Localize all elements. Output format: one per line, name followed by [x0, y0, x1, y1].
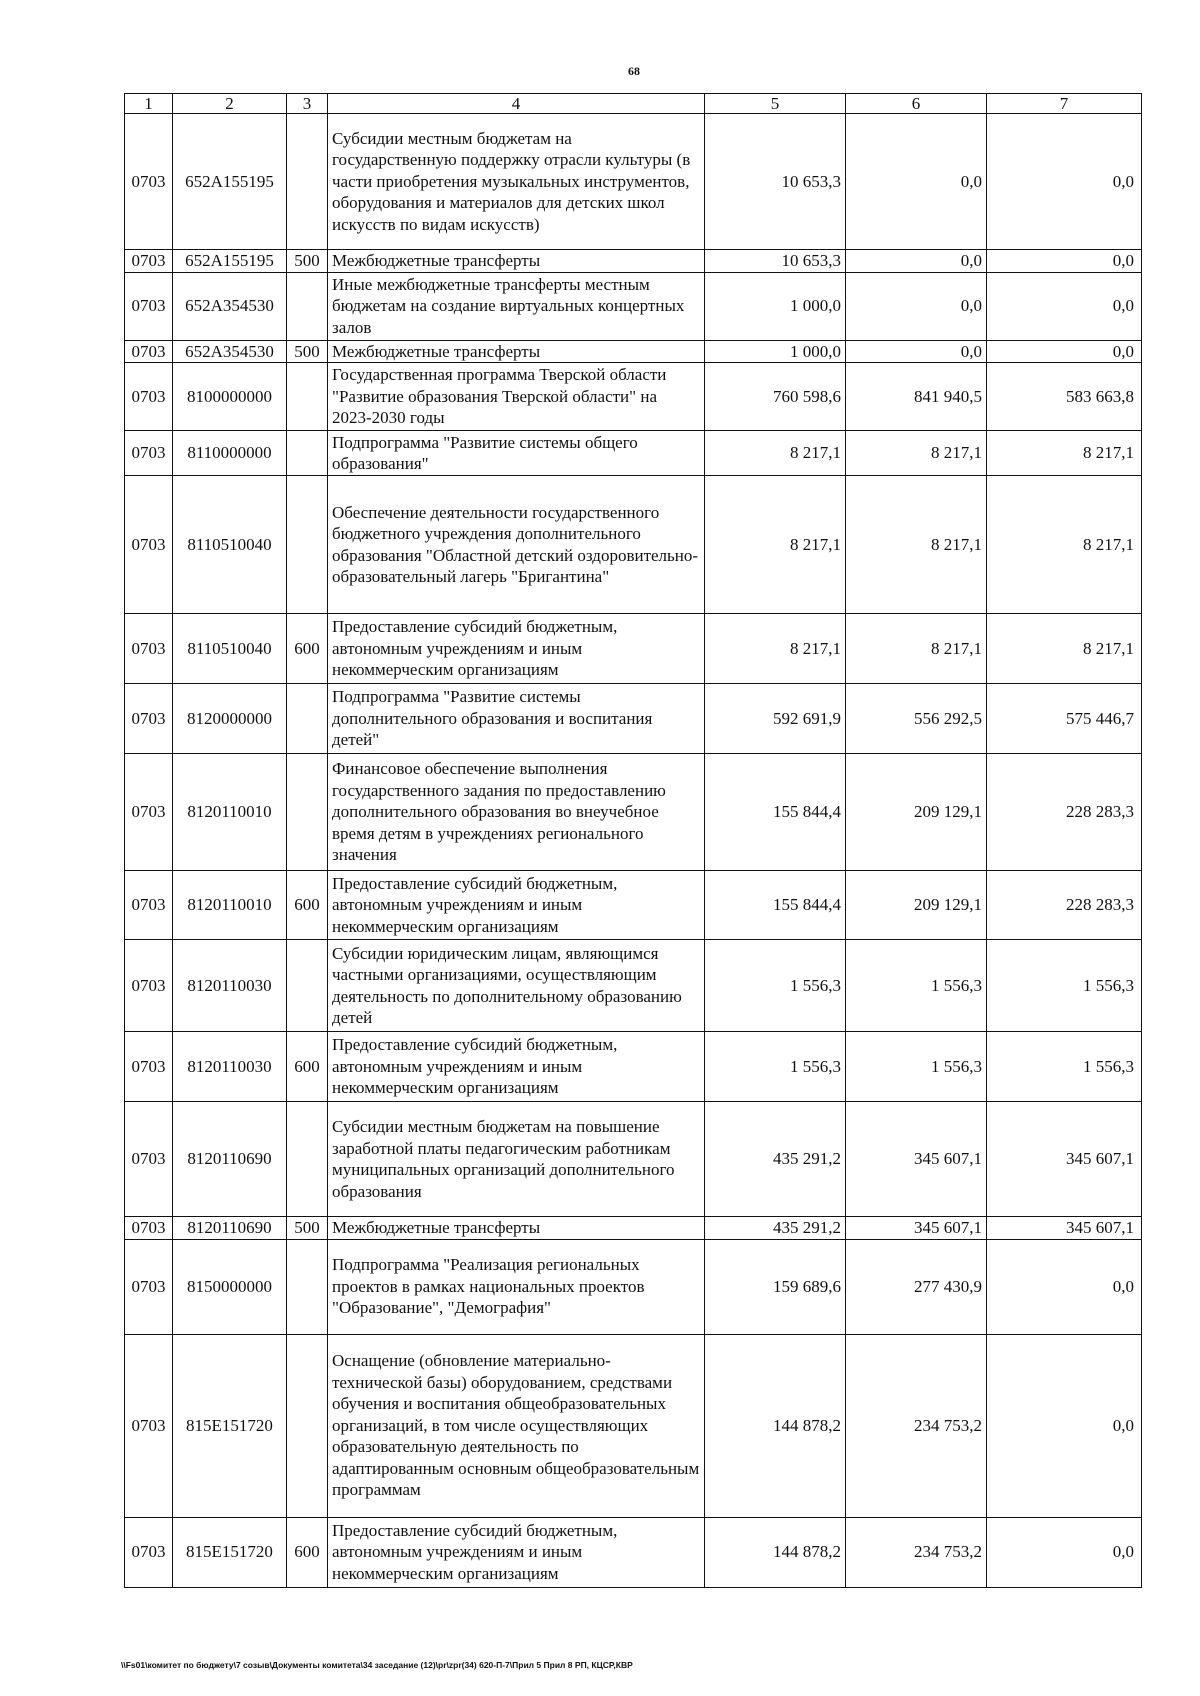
value-col-5: 1 556,3 — [705, 940, 846, 1032]
expense-kind — [287, 431, 328, 476]
article-code: 8110000000 — [173, 431, 287, 476]
value-col-5: 1 000,0 — [705, 340, 846, 363]
value-col-5: 8 217,1 — [705, 431, 846, 476]
header-col-7: 7 — [987, 94, 1142, 114]
section-code: 0703 — [125, 250, 173, 273]
expense-kind — [287, 363, 328, 431]
value-col-5: 155 844,4 — [705, 754, 846, 871]
expense-kind: 600 — [287, 871, 328, 940]
article-code: 8120110010 — [173, 871, 287, 940]
expense-kind — [287, 754, 328, 871]
article-code: 8120110690 — [173, 1102, 287, 1217]
value-col-7: 228 283,3 — [987, 754, 1142, 871]
value-col-7: 0,0 — [987, 340, 1142, 363]
table-row — [125, 614, 1142, 684]
expense-kind — [287, 1239, 328, 1334]
section-code: 0703 — [125, 614, 173, 684]
header-col-6: 6 — [846, 94, 987, 114]
article-code: 652A354530 — [173, 272, 287, 340]
table-row — [125, 1032, 1142, 1102]
table-row — [125, 340, 1142, 363]
table-row — [125, 1217, 1142, 1240]
value-col-6: 1 556,3 — [846, 1032, 987, 1102]
value-col-7: 575 446,7 — [987, 684, 1142, 754]
item-name: Межбюджетные трансферты — [328, 340, 705, 363]
value-col-5: 760 598,6 — [705, 363, 846, 431]
value-col-6: 277 430,9 — [846, 1239, 987, 1334]
expense-kind — [287, 1102, 328, 1217]
expense-kind: 600 — [287, 1517, 328, 1587]
section-code: 0703 — [125, 1217, 173, 1240]
item-name: Подпрограмма "Развитие системы дополнительного образования и воспитания детей" — [328, 684, 705, 754]
section-code: 0703 — [125, 754, 173, 871]
item-name: Субсидии местным бюджетам на повышение заработной платы педагогическим работникам муниципальных организаций дополнительного образования — [328, 1102, 705, 1217]
table-row — [125, 1102, 1142, 1217]
article-code: 8100000000 — [173, 363, 287, 431]
section-code: 0703 — [125, 431, 173, 476]
value-col-5: 592 691,9 — [705, 684, 846, 754]
value-col-7: 1 556,3 — [987, 1032, 1142, 1102]
header-col-4: 4 — [328, 94, 705, 114]
article-code: 652A354530 — [173, 340, 287, 363]
value-col-7: 345 607,1 — [987, 1102, 1142, 1217]
article-code: 815E151720 — [173, 1334, 287, 1517]
table-row — [125, 1334, 1142, 1517]
expense-kind: 600 — [287, 1032, 328, 1102]
item-name: Государственная программа Тверской области "Развитие образования Тверской области" на 2023-2030 годы — [328, 363, 705, 431]
value-col-7: 0,0 — [987, 272, 1142, 340]
value-col-5: 435 291,2 — [705, 1217, 846, 1240]
expense-kind — [287, 272, 328, 340]
section-code: 0703 — [125, 476, 173, 614]
page-number: 68 — [628, 64, 640, 78]
table-row — [125, 431, 1142, 476]
section-code: 0703 — [125, 272, 173, 340]
article-code: 8120110690 — [173, 1217, 287, 1240]
value-col-7: 1 556,3 — [987, 940, 1142, 1032]
table-row — [125, 272, 1142, 340]
table-row — [125, 1517, 1142, 1587]
value-col-6: 841 940,5 — [846, 363, 987, 431]
value-col-6: 8 217,1 — [846, 614, 987, 684]
expense-kind: 600 — [287, 614, 328, 684]
value-col-7: 0,0 — [987, 1239, 1142, 1334]
article-code: 652A155195 — [173, 250, 287, 273]
value-col-5: 435 291,2 — [705, 1102, 846, 1217]
expense-kind — [287, 940, 328, 1032]
section-code: 0703 — [125, 1517, 173, 1587]
item-name: Подпрограмма "Реализация региональных проектов в рамках национальных проектов "Образование", "Демография" — [328, 1239, 705, 1334]
value-col-6: 345 607,1 — [846, 1102, 987, 1217]
section-code: 0703 — [125, 340, 173, 363]
section-code: 0703 — [125, 114, 173, 250]
item-name: Подпрограмма "Развитие системы общего образования" — [328, 431, 705, 476]
article-code: 8120110030 — [173, 1032, 287, 1102]
table-row — [125, 114, 1142, 250]
table-row — [125, 1239, 1142, 1334]
value-col-6: 0,0 — [846, 272, 987, 340]
value-col-7: 0,0 — [987, 1517, 1142, 1587]
value-col-6: 1 556,3 — [846, 940, 987, 1032]
expense-kind — [287, 684, 328, 754]
section-code: 0703 — [125, 940, 173, 1032]
value-col-6: 209 129,1 — [846, 754, 987, 871]
expense-kind — [287, 476, 328, 614]
value-col-7: 583 663,8 — [987, 363, 1142, 431]
value-col-7: 345 607,1 — [987, 1217, 1142, 1240]
value-col-6: 556 292,5 — [846, 684, 987, 754]
value-col-6: 345 607,1 — [846, 1217, 987, 1240]
item-name: Субсидии юридическим лицам, являющимся частными организациями, осуществляющим деятельность по дополнительному образованию детей — [328, 940, 705, 1032]
table-row — [125, 684, 1142, 754]
value-col-7: 8 217,1 — [987, 431, 1142, 476]
table-row — [125, 476, 1142, 614]
value-col-5: 10 653,3 — [705, 250, 846, 273]
item-name: Оснащение (обновление материально-технической базы) оборудованием, средствами обучения и воспитания общеобразовательных организаций, в том числе осуществляющих образовательную деятельность по адаптированным основным общеобразовательным программам — [328, 1334, 705, 1517]
article-code: 8110510040 — [173, 476, 287, 614]
article-code: 8120110030 — [173, 940, 287, 1032]
section-code: 0703 — [125, 684, 173, 754]
value-col-6: 8 217,1 — [846, 431, 987, 476]
value-col-5: 155 844,4 — [705, 871, 846, 940]
value-col-5: 159 689,6 — [705, 1239, 846, 1334]
value-col-5: 8 217,1 — [705, 476, 846, 614]
article-code: 8120000000 — [173, 684, 287, 754]
header-row — [125, 94, 1142, 114]
value-col-6: 209 129,1 — [846, 871, 987, 940]
value-col-5: 1 556,3 — [705, 1032, 846, 1102]
expense-kind — [287, 114, 328, 250]
table-row — [125, 363, 1142, 431]
value-col-7: 0,0 — [987, 250, 1142, 273]
value-col-5: 144 878,2 — [705, 1334, 846, 1517]
expense-kind — [287, 1334, 328, 1517]
article-code: 8120110010 — [173, 754, 287, 871]
item-name: Предоставление субсидий бюджетным, автономным учреждениям и иным некоммерческим организациям — [328, 1032, 705, 1102]
item-name: Предоставление субсидий бюджетным, автономным учреждениям и иным некоммерческим организациям — [328, 871, 705, 940]
value-col-7: 0,0 — [987, 1334, 1142, 1517]
value-col-7: 228 283,3 — [987, 871, 1142, 940]
value-col-6: 8 217,1 — [846, 476, 987, 614]
section-code: 0703 — [125, 1032, 173, 1102]
table-row — [125, 940, 1142, 1032]
header-col-3: 3 — [287, 94, 328, 114]
header-col-1: 1 — [125, 94, 173, 114]
item-name: Обеспечение деятельности государственного бюджетного учреждения дополнительного образования "Областной детский оздоровительно-образовательный лагерь "Бригантина" — [328, 476, 705, 614]
section-code: 0703 — [125, 1239, 173, 1334]
value-col-5: 8 217,1 — [705, 614, 846, 684]
value-col-6: 0,0 — [846, 250, 987, 273]
article-code: 815E151720 — [173, 1517, 287, 1587]
table-row — [125, 871, 1142, 940]
value-col-6: 0,0 — [846, 340, 987, 363]
value-col-5: 10 653,3 — [705, 114, 846, 250]
item-name: Предоставление субсидий бюджетным, автономным учреждениям и иным некоммерческим организациям — [328, 614, 705, 684]
expense-kind: 500 — [287, 250, 328, 273]
table-row — [125, 250, 1142, 273]
item-name: Предоставление субсидий бюджетным, автономным учреждениям и иным некоммерческим организациям — [328, 1517, 705, 1587]
item-name: Межбюджетные трансферты — [328, 250, 705, 273]
item-name: Субсидии местным бюджетам на государственную поддержку отрасли культуры (в части приобретения музыкальных инструментов, оборудования и материалов для детских школ искусств по видам искусств) — [328, 114, 705, 250]
expense-kind: 500 — [287, 340, 328, 363]
item-name: Иные межбюджетные трансферты местным бюджетам на создание виртуальных концертных залов — [328, 272, 705, 340]
value-col-7: 8 217,1 — [987, 476, 1142, 614]
item-name: Межбюджетные трансферты — [328, 1217, 705, 1240]
article-code: 8110510040 — [173, 614, 287, 684]
section-code: 0703 — [125, 1102, 173, 1217]
value-col-5: 1 000,0 — [705, 272, 846, 340]
footer-file-path: \\Fs01\комитет по бюджету\7 созыв\Документы комитета\34 заседание (12)\pr\zpr(34) 620-П-7\Прил 5 Прил 8 РП, КЦСР,КВР — [121, 1660, 633, 1670]
item-name: Финансовое обеспечение выполнения государственного задания по предоставлению дополнительного образования во внеучебное время детям в учреждениях регионального значения — [328, 754, 705, 871]
value-col-6: 0,0 — [846, 114, 987, 250]
section-code: 0703 — [125, 363, 173, 431]
value-col-5: 144 878,2 — [705, 1517, 846, 1587]
value-col-7: 8 217,1 — [987, 614, 1142, 684]
article-code: 8150000000 — [173, 1239, 287, 1334]
table-row — [125, 754, 1142, 871]
article-code: 652A155195 — [173, 114, 287, 250]
value-col-6: 234 753,2 — [846, 1517, 987, 1587]
value-col-6: 234 753,2 — [846, 1334, 987, 1517]
budget-table — [124, 93, 1142, 1588]
header-col-5: 5 — [705, 94, 846, 114]
expense-kind: 500 — [287, 1217, 328, 1240]
section-code: 0703 — [125, 1334, 173, 1517]
header-col-2: 2 — [173, 94, 287, 114]
value-col-7: 0,0 — [987, 114, 1142, 250]
section-code: 0703 — [125, 871, 173, 940]
